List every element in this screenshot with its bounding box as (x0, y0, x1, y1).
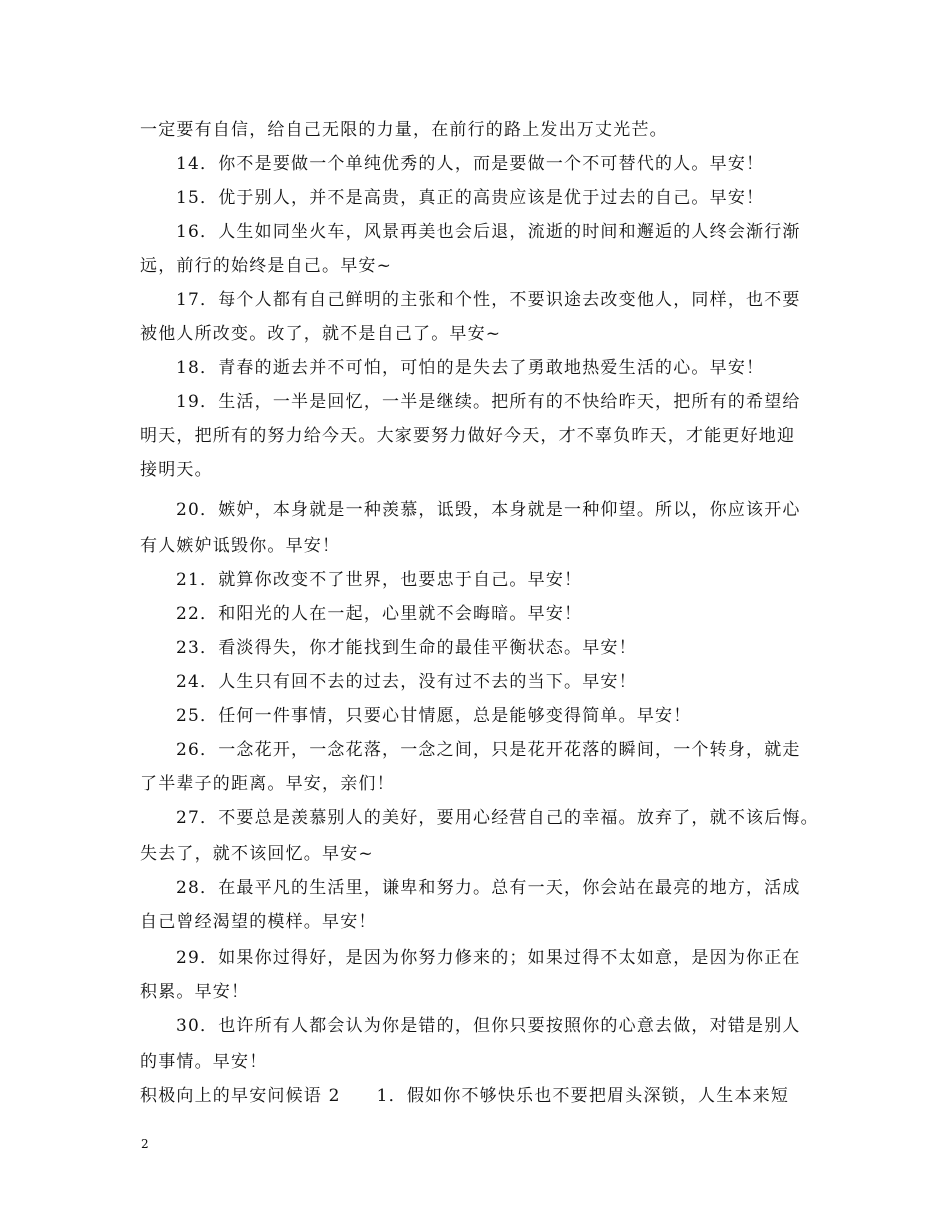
text-line: 23．看淡得失，你才能找到生命的最佳平衡状态。早安！ (176, 638, 637, 658)
text-line: 16．人生如同坐火车，风景再美也会后退，流逝的时间和邂逅的人终会渐行渐 (176, 222, 801, 242)
text-line: 20．嫉妒，本身就是一种羡慕，诋毁，本身就是一种仰望。所以，你应该开心 (176, 500, 801, 520)
heading-continuation: 1．假如你不够快乐也不要把眉头深锁，人生本来短 (376, 1086, 790, 1106)
text-line: 26．一念花开，一念花落，一念之间，只是花开花落的瞬间，一个转身，就走 (176, 740, 801, 760)
text-line: 17．每个人都有自己鲜明的主张和个性，不要识途去改变他人，同样，也不要 (176, 290, 801, 310)
text-line: 24．人生只有回不去的过去，没有过不去的当下。早安！ (176, 672, 637, 692)
text-line: 27．不要总是羡慕别人的美好，要用心经营自己的幸福。放弃了，就不该后悔。 (176, 808, 819, 828)
text-line: 被他人所改变。改了，就不是自己了。早安~ (140, 324, 502, 344)
page-number: 2 (141, 1137, 149, 1151)
text-line: 了半辈子的距离。早安，亲们！ (140, 774, 395, 794)
text-line: 一定要有自信，给自己无限的力量，在前行的路上发出万丈光芒。 (140, 120, 668, 140)
text-line: 30．也许所有人都会认为你是错的，但你只要按照你的心意去做，对错是别人 (176, 1016, 801, 1036)
text-line: 的事情。早安！ (140, 1052, 268, 1072)
text-line: 18．青春的逝去并不可怕，可怕的是失去了勇敢地热爱生活的心。早安！ (176, 358, 765, 378)
text-line: 29．如果你过得好，是因为你努力修来的；如果过得不太如意，是因为你正在 (176, 948, 801, 968)
section-heading-line (140, 1081, 789, 1111)
text-line: 15．优于别人，并不是高贵，真正的高贵应该是优于过去的自己。早安！ (176, 188, 765, 208)
text-line: 失去了，就不该回忆。早安~ (140, 844, 374, 864)
text-line: 远，前行的始终是自己。早安~ (140, 256, 393, 276)
text-line: 28．在最平凡的生活里，谦卑和努力。总有一天，你会站在最亮的地方，活成 (176, 878, 801, 898)
text-line: 自己曾经渴望的模样。早安！ (140, 912, 377, 932)
text-line: 22．和阳光的人在一起，心里就不会晦暗。早安！ (176, 604, 583, 624)
text-line: 接明天。 (140, 460, 213, 480)
text-line: 21．就算你改变不了世界，也要忠于自己。早安！ (176, 570, 583, 590)
text-line: 25．任何一件事情，只要心甘情愿，总是能够变得简单。早安！ (176, 706, 692, 726)
text-line: 19．生活，一半是回忆，一半是继续。把所有的不快给昨天，把所有的希望给 (176, 392, 801, 412)
text-line: 明天，把所有的努力给今天。大家要努力做好今天，才不辜负昨天，才能更好地迎 (140, 426, 796, 446)
text-line: 14．你不是要做一个单纯优秀的人，而是要做一个不可替代的人。早安！ (176, 154, 765, 174)
section-heading: 积极向上的早安问候语 2 (140, 1086, 341, 1106)
text-line: 有人嫉妒诋毁你。早安！ (140, 536, 341, 556)
text-line: 积累。早安！ (140, 982, 250, 1002)
